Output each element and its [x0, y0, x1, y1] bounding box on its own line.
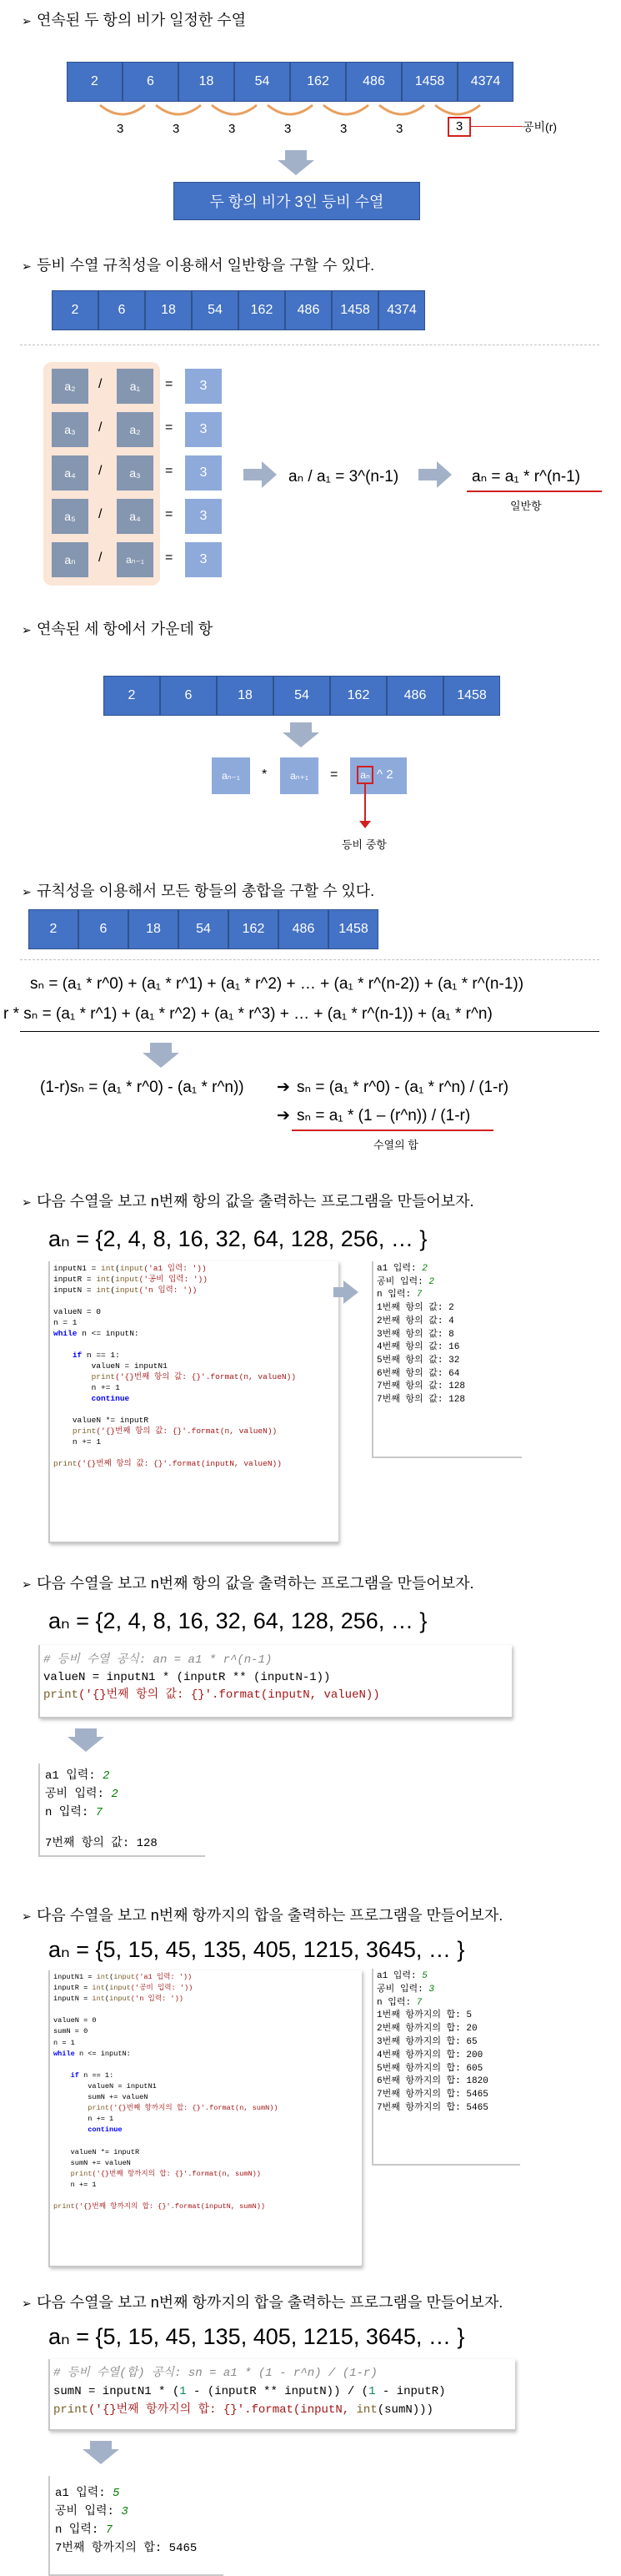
- sequence-term: 1458: [332, 290, 378, 330]
- sequence-term: 2: [52, 290, 98, 330]
- equals-sign: =: [165, 464, 173, 478]
- ratio-value: 3: [228, 122, 236, 136]
- down-arrow-icon: [68, 1737, 104, 1752]
- middle-term: aₙ: [357, 766, 373, 784]
- equals-sign: =: [165, 420, 173, 435]
- right-arrow-icon: [262, 461, 277, 488]
- ratio-banner: 두 항의 비가 3인 등비 수열: [173, 182, 420, 220]
- equals-sign: =: [330, 767, 338, 782]
- sequence-term: 54: [234, 62, 290, 102]
- divide-sign: /: [98, 551, 103, 565]
- term-denominator: a₃: [117, 455, 153, 491]
- term-numerator: a₃: [52, 412, 88, 447]
- sequence-definition: aₙ = {2, 4, 8, 16, 32, 64, 128, 256, … }: [48, 1226, 428, 1251]
- general-term-label: 일반항: [510, 500, 542, 512]
- sequence-term: 6: [160, 676, 217, 716]
- console-text-4: a1 입력: 5 공비 입력: 3 n 입력: 7 7번째 항까지의 합: 5465: [55, 2487, 198, 2555]
- sequence-term: 1458: [328, 909, 378, 949]
- section-heading-8: ➢ 다음 수열을 보고 n번째 항까지의 합을 출력하는 프로그램을 만들어보자.: [22, 2294, 503, 2311]
- section-heading-3: ➢ 연속된 세 항에서 가운데 항: [22, 621, 213, 637]
- sequence-definition: aₙ = {5, 15, 45, 135, 405, 1215, 3645, … }: [48, 1937, 465, 1962]
- sequence-term: 6: [123, 62, 178, 102]
- ratio-value: 3: [340, 122, 348, 136]
- sequence-term: 486: [278, 909, 328, 949]
- term-numerator: a₅: [52, 499, 88, 534]
- term-numerator: aₙ: [52, 542, 88, 577]
- section-heading-4: ➢ 규칙성을 이용해서 모든 항들의 총합을 구할 수 있다.: [22, 883, 375, 899]
- sequence-term: 54: [192, 290, 238, 330]
- sequence-term: 54: [273, 676, 330, 716]
- down-arrow-icon: [143, 1053, 179, 1068]
- sequence-term: 2: [28, 909, 78, 949]
- mean-pointer-arrowhead: [359, 821, 371, 828]
- mean-pointer-line: [364, 784, 366, 823]
- sequence-term: 2: [103, 676, 160, 716]
- previous-term: aₙ₋₁: [212, 757, 250, 794]
- term-numerator: a₂: [52, 369, 88, 404]
- sequence-term: 486: [346, 62, 402, 102]
- down-arrow-icon: [150, 1043, 172, 1053]
- ratio-result: 3: [185, 455, 222, 491]
- sequence-definition: aₙ = {5, 15, 45, 135, 405, 1215, 3645, … }: [48, 2324, 465, 2349]
- sequence-term: 486: [387, 676, 443, 716]
- right-arrow-icon: [333, 1287, 343, 1297]
- sequence-term: 162: [290, 62, 346, 102]
- multiply-sign: *: [262, 767, 268, 782]
- down-arrow-icon: [285, 150, 307, 160]
- sequence-term: 18: [145, 290, 192, 330]
- subtraction-line: [20, 1031, 599, 1032]
- sequence-row-1: [67, 62, 513, 102]
- divide-sign: /: [98, 420, 103, 435]
- code-block-3: inputN1 = int(input('a1 입력: ')) inputR = int(input('공비 입력: ')) inputN = int(input('n 입력: ')) valueN = 0 sumN = 0 n = 1 while n <= inputN: if n == 1: valueN = inputN1 sumN += valueN print('{}번째 항까지의 합: {}'.format(n, sumN)) n += 1 continue valueN *= inputR sumN += valueN print('{}번째 항까지의 합: {}'.format(n, sumN)) n += 1 print('{}번째 항까지의 합: {}'.format(inputN, sumN)): [53, 1973, 278, 2211]
- equals-sign: =: [165, 377, 173, 391]
- sequence-definition: aₙ = {2, 4, 8, 16, 32, 64, 128, 256, … }: [48, 1608, 428, 1633]
- ratio-label: 공비(r): [523, 120, 558, 133]
- term-denominator: a₁: [117, 369, 153, 404]
- sequence-term: 6: [78, 909, 128, 949]
- next-term: aₙ₊₁: [280, 757, 318, 794]
- sequence-term: 1458: [402, 62, 458, 102]
- ratio-highlight-box: 3: [448, 117, 471, 137]
- ratio-result: 3: [185, 369, 222, 404]
- divide-sign: /: [98, 377, 103, 391]
- sequence-term: 162: [228, 909, 278, 949]
- section-heading-7: ➢ 다음 수열을 보고 n번째 항까지의 합을 출력하는 프로그램을 만들어보자.: [22, 1907, 503, 1924]
- general-term-formula: aₙ = a₁ * r^(n-1): [472, 468, 581, 486]
- formula-underline: [467, 491, 602, 492]
- divide-sign: /: [98, 464, 103, 478]
- sequence-term: 4374: [458, 62, 513, 102]
- term-numerator: a₄: [52, 455, 88, 491]
- section-heading-6: ➢ 다음 수열을 보고 n번째 항의 값을 출력하는 프로그램을 만들어보자.: [22, 1575, 474, 1592]
- ratio-value: 3: [117, 122, 124, 136]
- section-heading-5: ➢ 다음 수열을 보고 n번째 항의 값을 출력하는 프로그램을 만들어보자.: [22, 1193, 474, 1210]
- sequence-term: 54: [178, 909, 228, 949]
- sequence-term: 18: [217, 676, 273, 716]
- section-heading-1: ➢ 연속된 두 항의 비가 일정한 수열: [22, 12, 247, 28]
- geometric-mean-label: 등비 중항: [342, 838, 387, 851]
- ratio-result: 3: [185, 499, 222, 534]
- code-block-1: inputN1 = int(input('a1 입력: ')) inputR = int(input('공비 입력: ')) inputN = int(input('n 입력: ')) valueN = 0 n = 1 while n <= inputN: if n == 1: valueN = inputN1 print('{}번째 항의 값: {}'.format(n, valueN)) n += 1 continue valueN *= inputR print('{}번째 항의 값: {}'.format(n, valueN)) n += 1 print('{}번째 항의 값: {}'.format(inputN, valueN)): [53, 1264, 297, 1468]
- sequence-term: 486: [285, 290, 332, 330]
- sum-equation-2: r * sₙ = (a₁ * r^1) + (a₁ * r^2) + (a₁ * r^3) + … + (a₁ * r^(n-1)) + (a₁ * r^n): [3, 1005, 493, 1023]
- right-arrow-icon: [343, 1280, 358, 1304]
- sum-equation-3: (1-r)sₙ = (a₁ * r^0) - (a₁ * r^n)): [40, 1079, 244, 1096]
- right-arrow-icon: [243, 469, 262, 480]
- ratio-formula: aₙ / a₁ = 3^(n-1): [288, 468, 399, 486]
- down-arrow-icon: [278, 160, 314, 175]
- down-arrow-icon: [83, 2449, 119, 2464]
- code-block-4: # 등비 수열(합) 공식: sn = a1 * (1 - r^n) / (1-r) sumN = inputN1 * (1 - (inputR ** inputN)) / (1 - inputR) print('{}번째 항까지의 합: {}'.format(inputN, int(sumN))): [53, 2367, 446, 2417]
- arrow-glyph: ➔: [277, 1107, 290, 1124]
- term-denominator: a₂: [117, 412, 153, 447]
- right-arrow-icon: [418, 469, 437, 480]
- sequence-term: 162: [238, 290, 285, 330]
- sequence-term: 162: [330, 676, 387, 716]
- equals-sign: =: [165, 507, 173, 521]
- sequence-term: 18: [178, 62, 234, 102]
- console-text-2: a1 입력: 2 공비 입력: 2 n 입력: 7: [45, 1769, 118, 1819]
- formula-underline: [292, 1130, 493, 1131]
- sequence-term: 1458: [443, 676, 500, 716]
- sequence-term: 6: [98, 290, 145, 330]
- ratio-result: 3: [185, 542, 222, 577]
- arrow-glyph: ➔: [277, 1079, 290, 1096]
- term-denominator: a₄: [117, 499, 153, 534]
- sum-equation-4: sₙ = (a₁ * r^0) - (a₁ * r^n) / (1-r): [297, 1079, 509, 1096]
- sum-equation-1: sₙ = (a₁ * r^0) + (a₁ * r^1) + (a₁ * r^2) + … + (a₁ * r^(n-2)) + (a₁ * r^(n-1)): [30, 975, 524, 993]
- equals-sign: =: [165, 551, 173, 565]
- console-text-3: a1 입력: 5 공비 입력: 3 n 입력: 7 1번째 항까지의 합: 5 2번째 항까지의 합: 20 3번째 항까지의 합: 65 4번째 항까지의 합: 200 5번째 항까지의 합: 605 6번째 항까지의 합: 1820 7번째 항까지의 합: 5465 7번째 항까지의 합: 5465: [377, 1971, 488, 2113]
- divider: [20, 959, 599, 960]
- sum-formula: sₙ = a₁ * (1 – (r^n)) / (1-r): [297, 1107, 471, 1124]
- sequence-row-3: [103, 676, 500, 716]
- ratio-value: 3: [173, 122, 180, 136]
- ratio-value: 3: [284, 122, 292, 136]
- sequence-term: 18: [128, 909, 178, 949]
- sum-label: 수열의 합: [373, 1139, 418, 1151]
- ratio-pointer-line: [471, 126, 523, 127]
- console-text-1: a1 입력: 2 공비 입력: 2 n 입력: 7 1번째 항의 값: 2 2번째 항의 값: 4 3번째 항의 값: 8 4번째 항의 값: 16 5번째 항의 값: 32 6번째 항의 값: 64 7번째 항의 값: 128 7번째 항의 값: 128: [377, 1264, 465, 1406]
- right-arrow-icon: [437, 461, 452, 488]
- sequence-row-2: [52, 290, 425, 330]
- code-block-2: # 등비 수열 공식: an = a1 * r^(n-1) valueN = inputN1 * (inputR ** (inputN-1)) print('{}번째 항의 값: {}'.format(inputN, valueN)): [43, 1653, 380, 1702]
- sequence-row-4: [28, 909, 378, 949]
- ratio-value: 3: [396, 122, 403, 136]
- divide-sign: /: [98, 507, 103, 521]
- sequence-term: 4374: [378, 290, 425, 330]
- down-arrow-icon: [283, 732, 319, 747]
- console-result-2: 7번째 항의 값: 128: [45, 1837, 158, 1850]
- term-denominator: aₙ₋₁: [117, 542, 153, 577]
- power-two: ^ 2: [377, 767, 393, 782]
- section-heading-2: ➢ 등비 수열 규칙성을 이용해서 일반항을 구할 수 있다.: [22, 257, 375, 274]
- down-arrow-icon: [290, 722, 312, 732]
- sequence-term: 2: [67, 62, 123, 102]
- ratio-result: 3: [185, 412, 222, 447]
